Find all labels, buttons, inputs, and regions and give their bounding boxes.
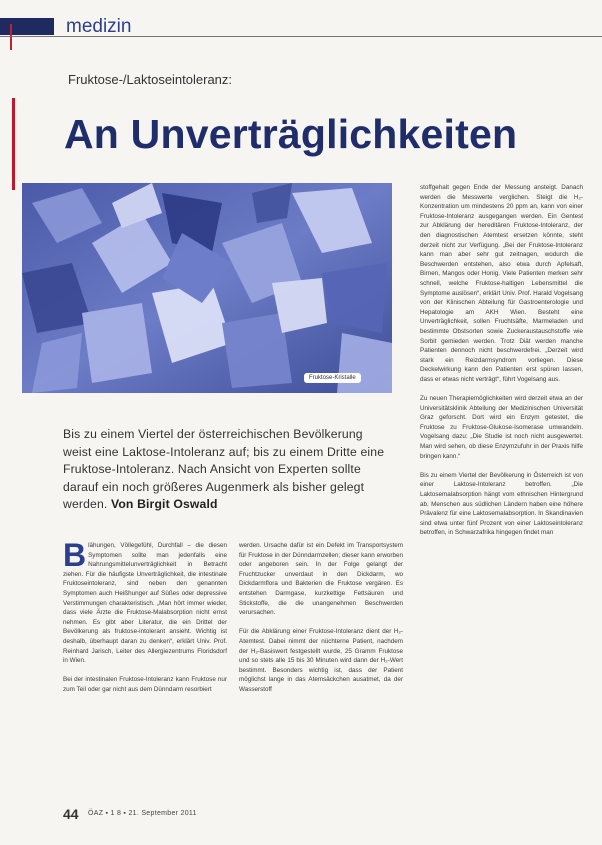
article-kicker: Fruktose-/Laktoseintoleranz: bbox=[68, 72, 233, 87]
paragraph: werden. Ursache dafür ist ein Defekt im Transportsystem für Fruktose in der Dünndarmzellen; dieser kann erworben oder angeboren sein. In der Folge gelangt der Fruchtzucker unverdaut in den Dickdarm, wo Dickdarmflora und Bakterien die Fruktose vergären. Es entstehen Darmgase, kurzkettige Fettsäuren und Stickstoffe, die die unangenehmen Beschwerden verursachen. bbox=[239, 542, 403, 617]
paragraph: stoffgehalt gegen Ende der Messung ansteigt. Danach werden die Messwerte verglichen. Steigt die H₂-Konzentration um mindestens 20 ppm an, kann von einer Fruktose-Intoleranz ausgegangen werden. Ein Gentest zur Abklärung der hereditären Fruktose-Intoleranz, der den diagnostischen Atemtest ersetzen könnte, steht derzeit nicht zur Verfügung. „Bei der Fruktose-Intoleranz kann man aber sehr gut zeitnagen, wodurch die Beschwerden entstehen, also etwa durch Apfelsaft, Birnen, Mangos oder Honig. Viele Patienten merken sehr schnell, welche Fruktose-haltigen Lebensmittel die Symptome auslösen“, erklärt Univ. Prof. Harald Vogelsang von der Klinischen Abteilung für Gastroenterologie und Hepatologie am AKH Wien. Besteht eine Unverträglichkeit, sollen Fruchtsäfte, Marmeladen und bestimmte Obstsorten sowie Zuckeraustauschstoffe wie Sorbit gemieden werden. Trotz Diät werden manche Patienten dennoch nicht beschwerdefrei. „Derzeit wird stark ein Reizdarmsyndrom vorliegen. Diese Deckelwirkung kann den Patienten erst spüren lassen, dass er etwas nicht verträgt“, führt Vogelsang aus. bbox=[420, 184, 583, 383]
paragraph: Bis zu einem Viertel der Bevölkerung in Österreich ist von einer Laktose-Intoleranz betroffen. „Die Laktosemalabsorption hängt vom ethnischen Hintergrund ab. Menschen aus südlichen Ländern haben eine höhere Prävalenz für eine Laktosemalabsorption. In Skandinavien sind etwa unter fünf Prozent von einer Laktoseintoleranz betroffen, in Schwarzafrika hingegen findet man bbox=[420, 471, 583, 537]
crystals-image bbox=[22, 183, 392, 393]
drop-cap: B bbox=[63, 537, 87, 573]
paragraph: Für die Abklärung einer Fruktose-Intoleranz dient der H₂-Atemtest. Dabei nimmt der nüchterne Patient, nachdem der H₂-Basiswert festgestellt wurde, 25 Gramm Fruktose und so stets alle 15 bis 30 Minuten wird dann der H₂-Wert bestimmt. Besonders wichtig ist, dass der Patient möglichst lange in das Atemsäckchen ausatmet, da der Wasserstoff bbox=[239, 628, 403, 693]
page-number: 44 bbox=[63, 806, 79, 822]
footer-issue-info: ÖAZ ▪ 1 8 ▪ 21. September 2011 bbox=[88, 810, 197, 817]
article-title: An Unverträglichkeiten bbox=[64, 111, 518, 157]
text-column-3 bbox=[420, 183, 583, 548]
text-column-1 bbox=[63, 537, 227, 704]
left-red-bar bbox=[12, 98, 15, 190]
section-label: medizin bbox=[66, 16, 132, 37]
lead-author: Von Birgit Oswald bbox=[110, 497, 218, 511]
paragraph: Zu neuen Therapiemöglichkeiten wird derzeit etwa an der Universitätsklinik Abteilung der Medizinischen Universität Graz geforscht. Dort wird ein Enzym getestet, die Fruktose zu Fruktose-Glukose-Isomerase umwandeln. Vogelsang dazu: „Die Studie ist noch nicht ausgewertet. Man wird sehen, ob diese Enzymzufuhr in der Praxis hilfe bringen kann.“ bbox=[420, 395, 583, 460]
lead-text: Bis zu einem Viertel der österreichischen Bevölkerung weist eine Laktose-Intoleranz auf; bis zu einem Dritte eine Fruktose-Intoleranz. Nach Ansicht von Experten sollte darauf ein noch größeres Augenmerk als bisher gelegt werden. bbox=[63, 427, 385, 511]
article-photo bbox=[22, 183, 392, 393]
paragraph bbox=[63, 537, 227, 666]
paragraph: Bei der intestinalen Fruktose-Intoleranz kann Fruktose nur zum Teil oder gar nicht aus dem Dünndarm resorbiert bbox=[63, 676, 227, 693]
header-red-accent bbox=[10, 24, 12, 50]
section-color-block bbox=[0, 18, 54, 35]
text-column-2 bbox=[239, 541, 403, 704]
article-lead bbox=[63, 426, 393, 514]
photo-caption: Fruktose-Kristalle bbox=[304, 373, 361, 383]
paragraph-text: lähungen, Völlegefühl, Durchfall – die diesen Symptomen sollte man jedenfalls eine Nahrungsmittelunverträglichkeit in Betracht ziehen. Für die häufigste Unverträglichkeit, die intestinale Fruktoseintoleranz, sind neben den genannten Symptomen auch Heißhunger auf Süßes oder depressive Verstimmungen charakteristisch. „Man hört immer wieder, dass viele Ärzte die Fruktose-Malabsorption nicht ernst nehmen. Es gibt aber Literatur, die ein Drittel der Bevölkerung als fruktose-intolerant ansieht. Wichtig ist deshalb, überhaupt daran zu denken“, erklärt Univ. Prof. Reinhard Jarisch, Leiter des Allergiezentrums Floridsdorf in Wien. bbox=[63, 542, 227, 665]
